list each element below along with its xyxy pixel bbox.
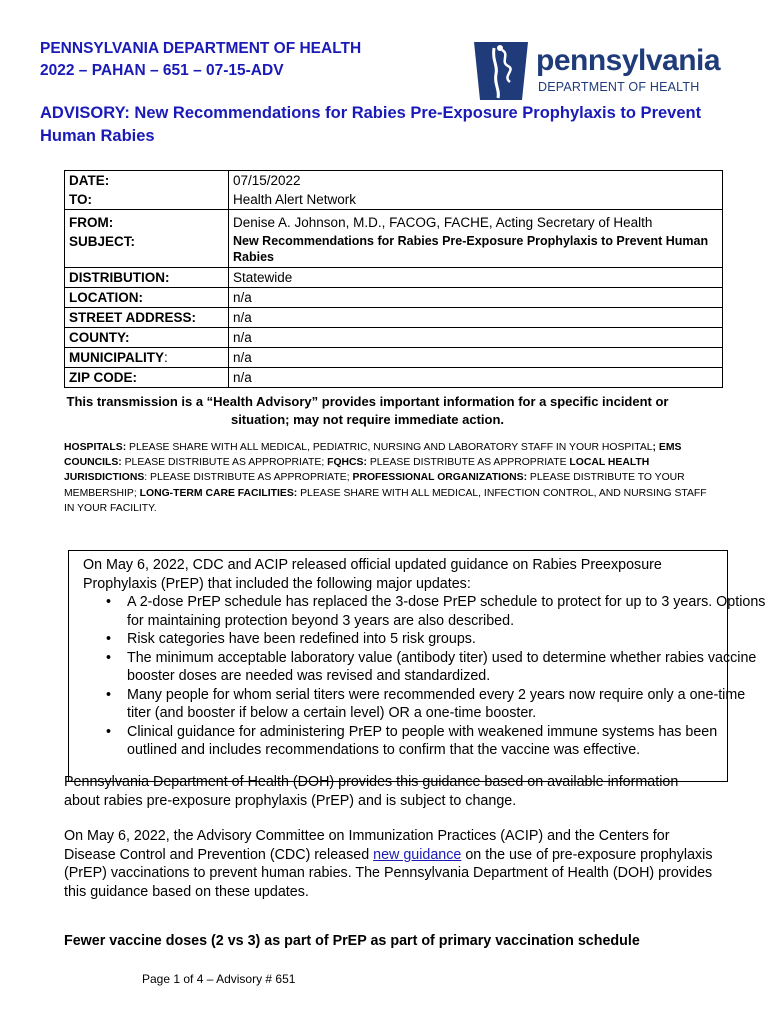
from-label: FROM: [69,215,114,230]
municipality-label: MUNICIPALITY [69,350,164,365]
list-item: • Many people for whom serial titers were recommended every 2 years now require only a one-time titer (and booster if below a certain level) OR a one-time booster. [127,686,767,723]
agency-name: PENNSYLVANIA DEPARTMENT OF HEALTH [40,40,362,57]
date-label: DATE: [69,173,110,188]
municipality-colon: : [164,350,168,365]
table-row [65,348,723,368]
list-item: • A 2-dose PrEP schedule has replaced the 3-dose PrEP schedule to protect for up to 3 years. Options for maintaining protection beyond 3 years are also described. [127,593,767,630]
list-item: • The minimum acceptable laboratory value (antibody titer) used to determine whether rabies vaccine booster doses are needed was revised and standardized. [127,649,767,686]
county-label: COUNTY: [69,330,130,345]
municipality-value: n/a [233,350,252,365]
body-paragraph-1: Pennsylvania Department of Health (DOH) provides this guidance based on available information about rabies pre-exposure prophylaxis (PrEP) and is subject to change. [64,774,679,809]
subject-label: SUBJECT: [69,234,136,249]
body-paragraph-2: On May 6, 2022, the Advisory Committee on Immunization Practices (ACIP) and the Centers for Disease Control and Prevention (CDC) released new guidance on the use of pre-exposure prophylaxis (PrEP) vaccinations to prevent human rabies. The Pennsylvania Department of Health (DOH) provides this guidance based on these updates. [64,828,713,900]
distribution-label: DISTRIBUTION: [69,270,170,285]
summary-box [68,550,766,782]
summary-list [83,593,767,760]
distribution-notice: HOSPITALS: PLEASE SHARE WITH ALL MEDICAL, PEDIATRIC, NURSING AND LABORATORY STAFF IN YOUR HOSPITAL; EMS COUNCILS: PLEASE DISTRIBUTE AS APPROPRIATE; FQHCS: PLEASE DISTRIBUTE AS APPROPRIATE LOCAL HEALTH JURISDICTIONS: PLEASE DISTRIBUTE AS APPROPRIATE; PROFESSIONAL ORGANIZATIONS: PLEASE DISTRIBUTE TO YOUR MEMBERSHIP; LONG-TERM CARE FACILITIES: PLEASE SHARE WITH ALL MEDICAL, INFECTION CONTROL, AND NURSING STAFF IN YOUR FACILITY. [64,442,707,514]
location-label: LOCATION: [69,290,143,305]
list-item: • Clinical guidance for administering PrEP to people with weakened immune systems has been outlined and includes recommendations to confirm that the vaccine was effective. [127,723,767,760]
table-row [65,328,723,348]
page-footer: Page 1 of 4 – Advisory # 651 [142,972,296,986]
location-value: n/a [233,290,252,305]
from-value: Denise A. Johnson, M.D., FACOG, FACHE, Acting Secretary of Health [233,215,653,230]
date-value: 07/15/2022 [233,173,301,188]
table-row [65,288,723,308]
county-value: n/a [233,330,252,345]
summary-intro: On May 6, 2022, CDC and ACIP released official updated guidance on Rabies Preexposure Prophylaxis (PrEP) that included the following major updates: [83,557,662,592]
list-item: • Risk categories have been redefined into 5 risk groups. [127,630,767,649]
street-value: n/a [233,310,252,325]
table-row [65,308,723,328]
section-heading: Fewer vaccine doses (2 vs 3) as part of PrEP as part of primary vaccination schedule [64,933,640,949]
pa-health-logo [470,40,732,102]
subject-value: New Recommendations for Rabies Pre-Exposure Prophylaxis to Prevent Human Rabies [233,234,709,264]
street-label: STREET ADDRESS: [69,310,197,325]
distribution-value: Statewide [233,270,293,285]
advisory-code: 2022 – PAHAN – 651 – 07-15-ADV [40,62,284,79]
zip-label: ZIP CODE: [69,370,138,385]
to-label: TO: [69,192,92,207]
zip-value: n/a [233,370,252,385]
advisory-title: ADVISORY: New Recommendations for Rabies Pre-Exposure Prophylaxis to Prevent Human Rabies [40,104,702,145]
transmission-note: This transmission is a “Health Advisory” provides important information for a specific incident or situation; may not require immediate action. [66,394,669,427]
logo-wordmark: pennsylvania [536,44,721,77]
new-guidance-link[interactable]: new guidance [373,846,462,863]
agency-header [40,38,361,82]
logo-department: DEPARTMENT OF HEALTH [538,80,700,94]
table-row [65,268,723,288]
keystone-icon [470,40,532,102]
advisory-info-table [64,170,723,388]
table-row [65,210,723,268]
table-row [65,171,723,210]
table-row [65,368,723,388]
to-value: Health Alert Network [233,192,357,207]
